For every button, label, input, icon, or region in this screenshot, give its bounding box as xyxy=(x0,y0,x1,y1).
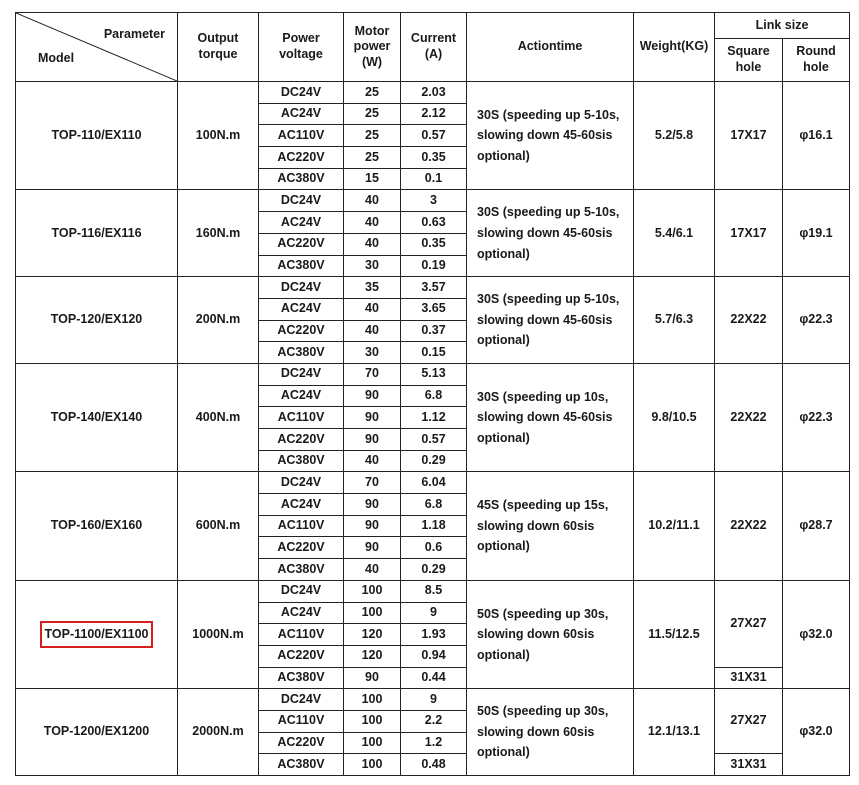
current-header: Current (A) xyxy=(401,13,467,82)
motor-power-cell: 100 xyxy=(344,580,401,602)
actiontime-cell: 30S (speeding up 5-10s, slowing down 45-60sis optional) xyxy=(467,82,634,190)
current-cell: 9 xyxy=(401,602,467,624)
square-hole-header: Square hole xyxy=(715,39,783,82)
power-voltage-cell: AC380V xyxy=(259,342,344,364)
current-cell: 1.18 xyxy=(401,515,467,537)
current-cell: 0.48 xyxy=(401,754,467,776)
weight-header: Weight(KG) xyxy=(634,13,715,82)
link-size-header: Link size xyxy=(715,13,850,39)
motor-power-cell: 90 xyxy=(344,515,401,537)
power-voltage-cell: AC220V xyxy=(259,732,344,754)
power-voltage-cell: DC24V xyxy=(259,190,344,212)
model-cell xyxy=(16,472,178,580)
current-cell: 3.57 xyxy=(401,277,467,299)
parameter-label: Parameter xyxy=(103,27,165,41)
current-cell: 0.35 xyxy=(401,233,467,255)
current-cell: 9 xyxy=(401,689,467,711)
current-cell: 6.04 xyxy=(401,472,467,494)
motor-power-cell: 100 xyxy=(344,710,401,732)
current-cell: 0.1 xyxy=(401,168,467,190)
power-voltage-cell: AC380V xyxy=(259,754,344,776)
motor-power-cell: 90 xyxy=(344,494,401,516)
model-name: TOP-160/EX160 xyxy=(50,518,143,533)
spec-table xyxy=(15,12,850,776)
table-row xyxy=(16,689,850,711)
power-voltage-cell: AC110V xyxy=(259,407,344,429)
square-hole-cell: 17X17 xyxy=(715,190,783,277)
output-torque-cell: 200N.m xyxy=(178,277,259,364)
square-hole-cell: 27X27 xyxy=(715,580,783,667)
output-torque-cell: 100N.m xyxy=(178,82,259,190)
weight-cell: 9.8/10.5 xyxy=(634,363,715,471)
output-torque-cell: 1000N.m xyxy=(178,580,259,688)
current-cell: 2.2 xyxy=(401,710,467,732)
power-voltage-cell: AC380V xyxy=(259,255,344,277)
model-name: TOP-110/EX110 xyxy=(51,127,142,142)
power-voltage-cell: AC380V xyxy=(259,667,344,689)
table-row xyxy=(16,82,850,104)
current-cell: 5.13 xyxy=(401,363,467,385)
current-cell: 0.44 xyxy=(401,667,467,689)
motor-power-cell: 40 xyxy=(344,190,401,212)
square-hole-cell: 27X27 xyxy=(715,689,783,754)
power-voltage-cell: AC24V xyxy=(259,602,344,624)
power-voltage-cell: AC110V xyxy=(259,125,344,147)
actiontime-cell: 50S (speeding up 30s, slowing down 60sis optional) xyxy=(467,580,634,688)
motor-power-cell: 120 xyxy=(344,624,401,646)
power-voltage-cell: AC220V xyxy=(259,645,344,667)
output-torque-header: Output torque xyxy=(178,13,259,82)
motor-power-cell: 40 xyxy=(344,450,401,472)
weight-cell: 12.1/13.1 xyxy=(634,689,715,776)
power-voltage-cell: AC24V xyxy=(259,298,344,320)
output-torque-cell: 160N.m xyxy=(178,190,259,277)
square-hole-cell: 31X31 xyxy=(715,754,783,776)
table-row xyxy=(16,580,850,602)
model-cell xyxy=(16,689,178,776)
actiontime-cell: 50S (speeding up 30s, slowing down 60sis optional) xyxy=(467,689,634,776)
model-cell xyxy=(16,363,178,471)
power-voltage-cell: AC220V xyxy=(259,537,344,559)
power-voltage-cell: DC24V xyxy=(259,363,344,385)
motor-power-cell: 90 xyxy=(344,385,401,407)
motor-power-cell: 100 xyxy=(344,732,401,754)
power-voltage-cell: AC380V xyxy=(259,168,344,190)
current-cell: 0.57 xyxy=(401,125,467,147)
weight-cell: 10.2/11.1 xyxy=(634,472,715,580)
actiontime-header: Actiontime xyxy=(467,13,634,82)
motor-power-cell: 90 xyxy=(344,407,401,429)
power-voltage-cell: AC24V xyxy=(259,494,344,516)
model-name: TOP-120/EX120 xyxy=(50,312,143,327)
power-voltage-cell: AC380V xyxy=(259,559,344,581)
model-parameter-header xyxy=(16,13,178,82)
motor-power-cell: 100 xyxy=(344,602,401,624)
current-cell: 3 xyxy=(401,190,467,212)
motor-power-cell: 120 xyxy=(344,645,401,667)
motor-power-cell: 25 xyxy=(344,125,401,147)
current-cell: 6.8 xyxy=(401,385,467,407)
power-voltage-cell: AC110V xyxy=(259,624,344,646)
current-cell: 0.19 xyxy=(401,255,467,277)
motor-power-cell: 70 xyxy=(344,472,401,494)
model-cell xyxy=(16,277,178,364)
current-cell: 0.37 xyxy=(401,320,467,342)
weight-cell: 11.5/12.5 xyxy=(634,580,715,688)
power-voltage-cell: AC110V xyxy=(259,515,344,537)
power-voltage-cell: AC110V xyxy=(259,710,344,732)
power-voltage-cell: DC24V xyxy=(259,82,344,104)
round-hole-header: Round hole xyxy=(783,39,850,82)
current-cell: 6.8 xyxy=(401,494,467,516)
round-hole-cell: φ19.1 xyxy=(783,190,850,277)
motor-power-header: Motor power (W) xyxy=(344,13,401,82)
motor-power-cell: 40 xyxy=(344,233,401,255)
round-hole-cell: φ16.1 xyxy=(783,82,850,190)
power-voltage-cell: AC220V xyxy=(259,320,344,342)
motor-power-cell: 90 xyxy=(344,429,401,451)
round-hole-cell: φ32.0 xyxy=(783,580,850,688)
current-cell: 8.5 xyxy=(401,580,467,602)
power-voltage-cell: AC24V xyxy=(259,212,344,234)
model-name: TOP-140/EX140 xyxy=(50,409,143,424)
square-hole-cell: 22X22 xyxy=(715,472,783,580)
current-cell: 1.2 xyxy=(401,732,467,754)
table-row xyxy=(16,363,850,385)
spec-table-body xyxy=(16,82,850,776)
round-hole-cell: φ22.3 xyxy=(783,363,850,471)
power-voltage-cell: DC24V xyxy=(259,277,344,299)
power-voltage-cell: AC220V xyxy=(259,429,344,451)
motor-power-cell: 90 xyxy=(344,667,401,689)
current-cell: 2.03 xyxy=(401,82,467,104)
current-cell: 0.15 xyxy=(401,342,467,364)
current-cell: 0.57 xyxy=(401,429,467,451)
current-cell: 1.12 xyxy=(401,407,467,429)
power-voltage-cell: DC24V xyxy=(259,689,344,711)
motor-power-cell: 25 xyxy=(344,147,401,169)
actiontime-cell: 30S (speeding up 5-10s, slowing down 45-60sis optional) xyxy=(467,277,634,364)
motor-power-cell: 100 xyxy=(344,754,401,776)
power-voltage-cell: DC24V xyxy=(259,580,344,602)
round-hole-cell: φ22.3 xyxy=(783,277,850,364)
actiontime-cell: 30S (speeding up 10s, slowing down 45-60sis optional) xyxy=(467,363,634,471)
motor-power-cell: 25 xyxy=(344,82,401,104)
square-hole-cell: 31X31 xyxy=(715,667,783,689)
current-cell: 0.29 xyxy=(401,450,467,472)
weight-cell: 5.2/5.8 xyxy=(634,82,715,190)
current-cell: 2.12 xyxy=(401,103,467,125)
power-voltage-cell: AC220V xyxy=(259,233,344,255)
diagonal-divider xyxy=(16,13,177,81)
output-torque-cell: 600N.m xyxy=(178,472,259,580)
motor-power-cell: 100 xyxy=(344,689,401,711)
motor-power-cell: 30 xyxy=(344,342,401,364)
current-cell: 0.35 xyxy=(401,147,467,169)
motor-power-cell: 30 xyxy=(344,255,401,277)
current-cell: 0.63 xyxy=(401,212,467,234)
power-voltage-cell: DC24V xyxy=(259,472,344,494)
model-name: TOP-1100/EX1100 xyxy=(40,621,152,649)
motor-power-cell: 40 xyxy=(344,559,401,581)
model-name: TOP-116/EX116 xyxy=(51,225,142,240)
power-voltage-cell: AC24V xyxy=(259,385,344,407)
power-voltage-cell: AC220V xyxy=(259,147,344,169)
table-row xyxy=(16,277,850,299)
round-hole-cell: φ28.7 xyxy=(783,472,850,580)
motor-power-cell: 25 xyxy=(344,103,401,125)
model-cell xyxy=(16,580,178,688)
current-cell: 0.6 xyxy=(401,537,467,559)
actiontime-cell: 30S (speeding up 5-10s, slowing down 45-60sis optional) xyxy=(467,190,634,277)
model-cell xyxy=(16,82,178,190)
weight-cell: 5.7/6.3 xyxy=(634,277,715,364)
motor-power-cell: 35 xyxy=(344,277,401,299)
current-cell: 0.94 xyxy=(401,645,467,667)
motor-power-cell: 40 xyxy=(344,298,401,320)
motor-power-cell: 90 xyxy=(344,537,401,559)
round-hole-cell: φ32.0 xyxy=(783,689,850,776)
table-row xyxy=(16,472,850,494)
power-voltage-header: Power voltage xyxy=(259,13,344,82)
current-cell: 1.93 xyxy=(401,624,467,646)
current-cell: 3.65 xyxy=(401,298,467,320)
motor-power-cell: 40 xyxy=(344,212,401,234)
weight-cell: 5.4/6.1 xyxy=(634,190,715,277)
square-hole-cell: 22X22 xyxy=(715,277,783,364)
actiontime-cell: 45S (speeding up 15s, slowing down 60sis optional) xyxy=(467,472,634,580)
square-hole-cell: 22X22 xyxy=(715,363,783,471)
table-row xyxy=(16,190,850,212)
motor-power-cell: 40 xyxy=(344,320,401,342)
model-cell xyxy=(16,190,178,277)
model-label: Model xyxy=(38,51,75,66)
output-torque-cell: 400N.m xyxy=(178,363,259,471)
square-hole-cell: 17X17 xyxy=(715,82,783,190)
power-voltage-cell: AC380V xyxy=(259,450,344,472)
motor-power-cell: 70 xyxy=(344,363,401,385)
motor-power-cell: 15 xyxy=(344,168,401,190)
model-name: TOP-1200/EX1200 xyxy=(43,724,150,739)
output-torque-cell: 2000N.m xyxy=(178,689,259,776)
power-voltage-cell: AC24V xyxy=(259,103,344,125)
current-cell: 0.29 xyxy=(401,559,467,581)
